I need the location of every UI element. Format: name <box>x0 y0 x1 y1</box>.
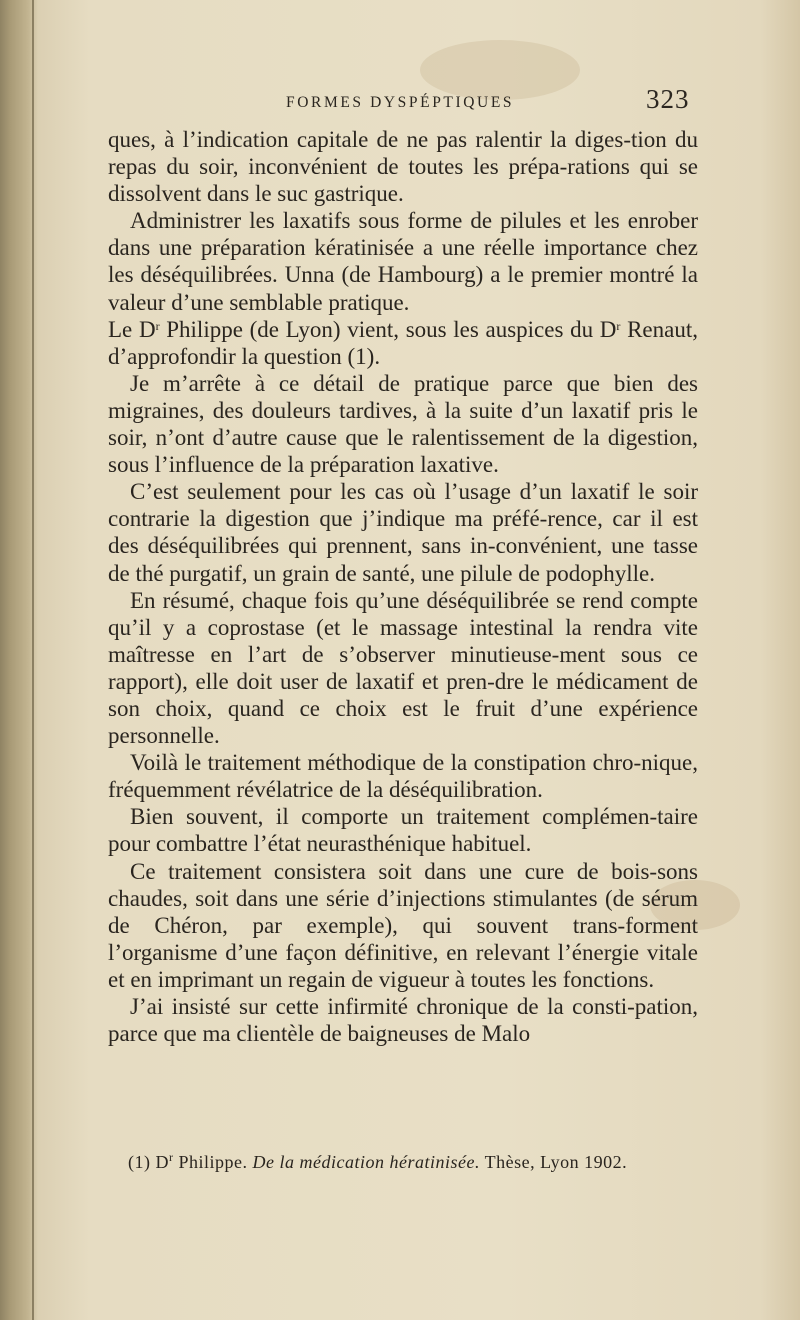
page-header <box>0 84 800 118</box>
paragraph: Ce traitement consistera soit dans une cure de bois-sons chaudes, soit dans une série d’injections stimulantes (de sérum de Chéron, par exemple), qui souvent trans-forment l’organisme d’une façon définitive, en relevant l’énergie vitale et en imprimant un regain de vigueur à toutes les fonctions. <box>108 858 698 992</box>
footnote-marker: (1) D <box>128 1152 169 1172</box>
paragraph: En résumé, chaque fois qu’une déséquilibrée se rend compte qu’il y a coprostase (et le massage intestinal la rendra vite maîtresse en l’art de s’observer minutieuse-ment sous ce rapport), elle doit user de laxatif et pren-dre le médicament de son choix, quand ce choix est le fruit d’une expérience personnelle. <box>108 587 698 749</box>
footnote: (1) $D^r$ Philippe. De la médication hératinisée. Thèse, Lyon 1902. <box>128 1150 628 1172</box>
body-text <box>108 126 698 1047</box>
paragraph-dr-philippe: Le $D^r$ Philippe (de Lyon) vient, sous les auspices du $D^r$ Renaut, d’approfondir la question (1). <box>108 316 698 369</box>
page-number: 323 <box>646 84 690 114</box>
book-spine-edge <box>32 0 34 1320</box>
footnote-title: De la médication hératinisée. <box>252 1152 480 1172</box>
footnote-rest: Thèse, Lyon 1902. <box>479 1152 628 1172</box>
running-title: FORMES DYSPÉPTIQUES <box>286 94 515 111</box>
paragraph: J’ai insisté sur cette infirmité chronique de la consti-pation, parce que ma clientèle de baigneuses de Malo <box>108 994 698 1047</box>
paragraph: ques, à l’indication capitale de ne pas ralentir la diges-tion du repas du soir, inconvénient de toutes les prépa-rations qui se dissolvent dans le suc gastrique. <box>108 127 698 207</box>
paragraph: Voilà le traitement méthodique de la constipation chro-nique, fréquemment révélatrice de la déséquilibration. <box>108 750 698 803</box>
paragraph: Administrer les laxatifs sous forme de pilules et les enrober dans une préparation kératinisée a une réelle importance chez les déséquilibrées. Unna (de Hambourg) a le premier montré la valeur d’une semblable pratique. <box>108 208 698 315</box>
paragraph: Je m’arrête à ce détail de pratique parce que bien des migraines, des douleurs tardives, à la suite d’un laxatif pris le soir, n’ont d’autre cause que le ralentissement de la digestion, sous l’influence de la préparation laxative. <box>108 370 698 478</box>
paragraph: C’est seulement pour les cas où l’usage d’un laxatif le soir contrarie la digestion que j’indique ma préfé-rence, car il est des déséquilibrées qui prennent, sans in-convénient, une tasse de thé purgatif, un grain de santé, une pilule de podophylle. <box>108 479 698 586</box>
footnote-author: Philippe. <box>173 1152 253 1172</box>
paragraph: Bien souvent, il comporte un traitement complémen-taire pour combattre l’état neurasthénique habituel. <box>108 804 698 857</box>
